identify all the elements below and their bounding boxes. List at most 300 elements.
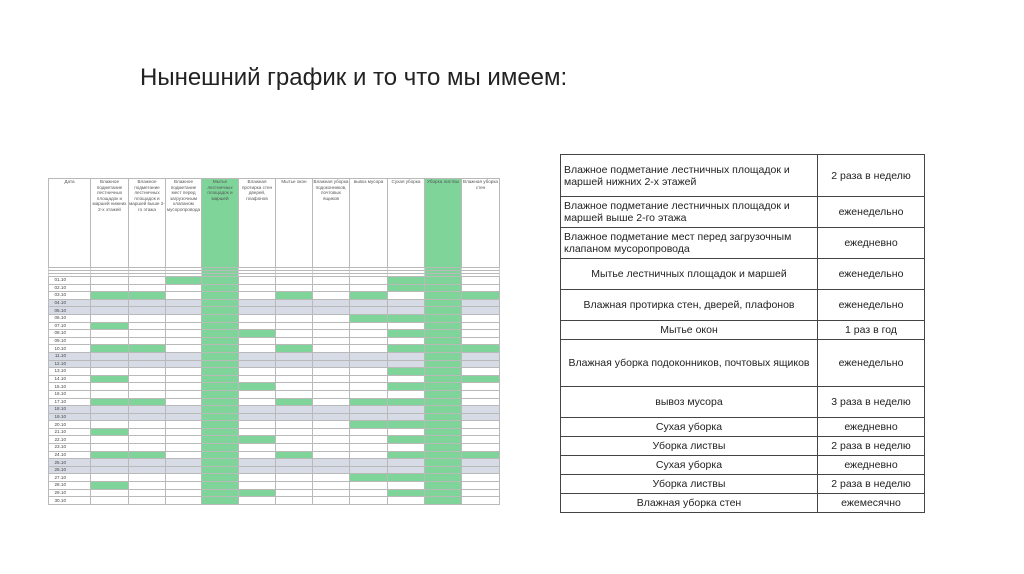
schedule-cell — [276, 314, 313, 322]
schedule-cell — [91, 375, 129, 383]
schedule-cell — [425, 436, 462, 444]
schedule-cell — [202, 314, 239, 322]
schedule-cell — [425, 482, 462, 490]
schedule-cell — [276, 352, 313, 360]
schedule-cell — [462, 497, 500, 505]
schedule-cell — [425, 474, 462, 482]
schedule-cell — [425, 314, 462, 322]
frequency-row — [561, 475, 925, 494]
schedule-cell — [276, 406, 313, 414]
schedule-cell — [276, 330, 313, 338]
schedule-cell — [388, 421, 425, 429]
schedule-cell — [313, 337, 350, 345]
schedule-cell — [91, 459, 129, 467]
schedule-cell — [239, 383, 276, 391]
schedule-cell — [166, 428, 202, 436]
schedule-cell — [276, 413, 313, 421]
schedule-cell — [202, 459, 239, 467]
schedule-row — [49, 292, 500, 300]
schedule-cell — [462, 368, 500, 376]
schedule-cell — [276, 436, 313, 444]
schedule-cell — [425, 413, 462, 421]
schedule-cell — [350, 444, 388, 452]
schedule-cell — [313, 466, 350, 474]
schedule-grid — [48, 178, 500, 503]
schedule-cell — [388, 307, 425, 315]
schedule-cell — [166, 322, 202, 330]
frequency-task-cell: Влажное подметание лестничных площадок и маршей выше 2-го этажа — [561, 197, 818, 228]
schedule-cell — [202, 337, 239, 345]
schedule-cell — [166, 413, 202, 421]
frequency-value-cell: 2 раза в неделю — [818, 437, 925, 456]
schedule-cell — [276, 299, 313, 307]
schedule-cell — [388, 413, 425, 421]
schedule-cell — [166, 337, 202, 345]
schedule-cell — [425, 307, 462, 315]
schedule-date-cell: 16.10 — [49, 390, 91, 398]
schedule-row — [49, 497, 500, 505]
schedule-cell — [313, 398, 350, 406]
schedule-cell — [239, 314, 276, 322]
schedule-cell — [425, 330, 462, 338]
frequency-task-cell: Уборка листвы — [561, 437, 818, 456]
schedule-cell — [350, 436, 388, 444]
schedule-cell — [166, 497, 202, 505]
schedule-cell — [129, 482, 166, 490]
schedule-cell — [202, 352, 239, 360]
schedule-cell — [425, 406, 462, 414]
schedule-cell — [388, 474, 425, 482]
schedule-date-cell: 13.10 — [49, 368, 91, 376]
frequency-task-cell: Влажная уборка стен — [561, 494, 818, 513]
schedule-cell — [91, 421, 129, 429]
schedule-cell — [313, 383, 350, 391]
schedule-cell — [166, 299, 202, 307]
schedule-cell — [425, 428, 462, 436]
schedule-cell — [239, 337, 276, 345]
schedule-row — [49, 421, 500, 429]
schedule-cell — [425, 277, 462, 285]
schedule-row — [49, 375, 500, 383]
schedule-cell — [313, 330, 350, 338]
schedule-cell — [202, 428, 239, 436]
schedule-cell — [350, 497, 388, 505]
schedule-cell — [129, 352, 166, 360]
schedule-cell — [239, 474, 276, 482]
frequency-row — [561, 290, 925, 321]
schedule-cell — [388, 398, 425, 406]
schedule-cell — [91, 307, 129, 315]
schedule-cell — [202, 330, 239, 338]
schedule-cell — [239, 428, 276, 436]
schedule-cell — [313, 406, 350, 414]
schedule-row — [49, 390, 500, 398]
schedule-cell — [129, 436, 166, 444]
schedule-cell — [166, 406, 202, 414]
schedule-row — [49, 360, 500, 368]
frequency-value-cell: 2 раза в неделю — [818, 475, 925, 494]
schedule-cell — [202, 497, 239, 505]
schedule-cell — [313, 375, 350, 383]
schedule-header-cell: Влажная уборка подоконников, почтовых ящиков — [313, 179, 350, 268]
schedule-cell — [129, 277, 166, 285]
schedule-cell — [91, 337, 129, 345]
frequency-row — [561, 321, 925, 340]
schedule-header-cell: Уборка листвы — [425, 179, 462, 268]
schedule-cell — [166, 436, 202, 444]
schedule-cell — [313, 428, 350, 436]
schedule-cell — [166, 390, 202, 398]
schedule-date-cell: 18.10 — [49, 406, 91, 414]
schedule-row — [49, 277, 500, 285]
schedule-cell — [350, 314, 388, 322]
schedule-cell — [462, 299, 500, 307]
schedule-cell — [425, 337, 462, 345]
schedule-cell — [91, 345, 129, 353]
schedule-date-cell: 22.10 — [49, 436, 91, 444]
schedule-cell — [388, 390, 425, 398]
schedule-row — [49, 406, 500, 414]
schedule-date-cell: 29.10 — [49, 489, 91, 497]
schedule-cell — [388, 330, 425, 338]
schedule-cell — [239, 299, 276, 307]
schedule-cell — [239, 421, 276, 429]
schedule-cell — [462, 413, 500, 421]
schedule-cell — [350, 383, 388, 391]
schedule-cell — [425, 497, 462, 505]
schedule-cell — [462, 482, 500, 490]
schedule-cell — [91, 406, 129, 414]
schedule-cell — [350, 489, 388, 497]
schedule-cell — [462, 444, 500, 452]
schedule-date-cell: 30.10 — [49, 497, 91, 505]
schedule-cell — [91, 474, 129, 482]
frequency-task-cell: Сухая уборка — [561, 456, 818, 475]
schedule-cell — [202, 375, 239, 383]
schedule-cell — [313, 314, 350, 322]
schedule-cell — [129, 390, 166, 398]
schedule-cell — [425, 466, 462, 474]
schedule-cell — [313, 322, 350, 330]
schedule-cell — [276, 466, 313, 474]
schedule-cell — [388, 322, 425, 330]
schedule-cell — [239, 292, 276, 300]
schedule-cell — [166, 284, 202, 292]
schedule-cell — [202, 444, 239, 452]
schedule-cell — [91, 413, 129, 421]
frequency-row — [561, 340, 925, 387]
schedule-cell — [166, 330, 202, 338]
schedule-cell — [350, 322, 388, 330]
schedule-cell — [276, 451, 313, 459]
schedule-header-cell: Мытье лестничных площадок и маршей — [202, 179, 239, 268]
schedule-cell — [313, 451, 350, 459]
frequency-value-cell: еженедельно — [818, 340, 925, 387]
schedule-cell — [166, 482, 202, 490]
schedule-cell — [276, 383, 313, 391]
schedule-cell — [388, 299, 425, 307]
schedule-cell — [388, 352, 425, 360]
schedule-cell — [462, 451, 500, 459]
schedule-cell — [462, 284, 500, 292]
schedule-date-cell: 25.10 — [49, 459, 91, 467]
schedule-cell — [166, 398, 202, 406]
schedule-cell — [91, 489, 129, 497]
frequency-value-cell: ежедневно — [818, 456, 925, 475]
schedule-cell — [239, 390, 276, 398]
frequency-task-cell: Уборка листвы — [561, 475, 818, 494]
schedule-cell — [276, 292, 313, 300]
schedule-cell — [202, 299, 239, 307]
schedule-cell — [166, 383, 202, 391]
schedule-cell — [202, 307, 239, 315]
schedule-row — [49, 489, 500, 497]
schedule-cell — [276, 482, 313, 490]
schedule-cell — [91, 368, 129, 376]
schedule-cell — [388, 360, 425, 368]
schedule-cell — [388, 497, 425, 505]
schedule-cell — [388, 375, 425, 383]
schedule-row — [49, 307, 500, 315]
schedule-cell — [350, 292, 388, 300]
schedule-cell — [129, 360, 166, 368]
schedule-cell — [276, 428, 313, 436]
schedule-cell — [388, 406, 425, 414]
schedule-cell — [129, 444, 166, 452]
schedule-cell — [350, 345, 388, 353]
schedule-cell — [91, 284, 129, 292]
schedule-cell — [239, 322, 276, 330]
slide-title: Нынешний график и то что мы имеем: — [140, 64, 568, 91]
schedule-cell — [129, 406, 166, 414]
schedule-cell — [239, 459, 276, 467]
schedule-cell — [350, 398, 388, 406]
schedule-cell — [276, 345, 313, 353]
schedule-row — [49, 322, 500, 330]
frequency-value-cell: еженедельно — [818, 259, 925, 290]
frequency-row — [561, 197, 925, 228]
schedule-cell — [166, 375, 202, 383]
schedule-row — [49, 474, 500, 482]
schedule-row — [49, 330, 500, 338]
schedule-cell — [129, 299, 166, 307]
schedule-cell — [202, 406, 239, 414]
frequency-task-cell: Влажная уборка подоконников, почтовых ящиков — [561, 340, 818, 387]
schedule-cell — [129, 314, 166, 322]
schedule-cell — [129, 375, 166, 383]
schedule-cell — [313, 436, 350, 444]
schedule-cell — [202, 383, 239, 391]
schedule-header-cell: Мытье окон — [276, 179, 313, 268]
schedule-cell — [350, 413, 388, 421]
schedule-cell — [91, 497, 129, 505]
frequency-row — [561, 155, 925, 197]
schedule-date-cell: 08.10 — [49, 330, 91, 338]
schedule-cell — [239, 436, 276, 444]
schedule-cell — [276, 307, 313, 315]
schedule-cell — [350, 421, 388, 429]
schedule-header-cell: Влажное подметание мест перед загрузочным клапаном мусоропровода — [166, 179, 202, 268]
schedule-header-cell: Дата — [49, 179, 91, 268]
schedule-cell — [388, 284, 425, 292]
schedule-cell — [166, 444, 202, 452]
schedule-cell — [388, 314, 425, 322]
schedule-cell — [202, 390, 239, 398]
schedule-cell — [462, 352, 500, 360]
schedule-date-cell: 15.10 — [49, 383, 91, 391]
schedule-date-cell: 11.10 — [49, 352, 91, 360]
schedule-cell — [313, 352, 350, 360]
schedule-row — [49, 428, 500, 436]
schedule-row — [49, 337, 500, 345]
schedule-row — [49, 459, 500, 467]
schedule-cell — [239, 352, 276, 360]
schedule-row — [49, 466, 500, 474]
schedule-date-cell: 12.10 — [49, 360, 91, 368]
schedule-cell — [276, 421, 313, 429]
schedule-cell — [276, 474, 313, 482]
schedule-cell — [276, 277, 313, 285]
schedule-cell — [202, 292, 239, 300]
schedule-cell — [91, 299, 129, 307]
schedule-cell — [462, 337, 500, 345]
schedule-cell — [350, 428, 388, 436]
schedule-cell — [166, 466, 202, 474]
schedule-cell — [388, 383, 425, 391]
schedule-cell — [425, 451, 462, 459]
frequency-value-cell: еженедельно — [818, 290, 925, 321]
schedule-cell — [388, 459, 425, 467]
schedule-cell — [276, 398, 313, 406]
schedule-cell — [425, 352, 462, 360]
schedule-row — [49, 345, 500, 353]
schedule-cell — [350, 352, 388, 360]
schedule-row — [49, 352, 500, 360]
schedule-cell — [462, 330, 500, 338]
schedule-date-cell: 01.10 — [49, 277, 91, 285]
schedule-cell — [91, 444, 129, 452]
schedule-cell — [129, 383, 166, 391]
frequency-row — [561, 494, 925, 513]
schedule-cell — [166, 474, 202, 482]
schedule-cell — [129, 322, 166, 330]
schedule-cell — [388, 277, 425, 285]
schedule-cell — [462, 307, 500, 315]
schedule-cell — [276, 459, 313, 467]
schedule-cell — [129, 368, 166, 376]
schedule-cell — [425, 390, 462, 398]
schedule-cell — [350, 390, 388, 398]
frequency-row — [561, 259, 925, 290]
schedule-cell — [462, 345, 500, 353]
schedule-cell — [239, 360, 276, 368]
schedule-cell — [166, 459, 202, 467]
schedule-row — [49, 314, 500, 322]
schedule-cell — [425, 345, 462, 353]
schedule-cell — [166, 345, 202, 353]
schedule-cell — [313, 345, 350, 353]
schedule-cell — [462, 459, 500, 467]
frequency-task-cell: Мытье окон — [561, 321, 818, 340]
schedule-cell — [91, 398, 129, 406]
schedule-cell — [350, 368, 388, 376]
schedule-cell — [166, 421, 202, 429]
schedule-cell — [129, 337, 166, 345]
schedule-row — [49, 413, 500, 421]
frequency-row — [561, 418, 925, 437]
schedule-cell — [276, 284, 313, 292]
schedule-cell — [462, 421, 500, 429]
schedule-cell — [202, 489, 239, 497]
schedule-cell — [129, 284, 166, 292]
schedule-cell — [239, 482, 276, 490]
schedule-cell — [91, 466, 129, 474]
schedule-cell — [239, 444, 276, 452]
schedule-cell — [276, 497, 313, 505]
schedule-cell — [388, 368, 425, 376]
schedule-cell — [388, 428, 425, 436]
schedule-cell — [239, 406, 276, 414]
schedule-date-cell: 06.10 — [49, 314, 91, 322]
schedule-cell — [276, 322, 313, 330]
schedule-cell — [462, 406, 500, 414]
schedule-cell — [129, 466, 166, 474]
schedule-cell — [91, 428, 129, 436]
schedule-row — [49, 398, 500, 406]
schedule-cell — [462, 322, 500, 330]
schedule-cell — [462, 428, 500, 436]
schedule-cell — [313, 360, 350, 368]
schedule-cell — [91, 451, 129, 459]
frequency-value-cell: 2 раза в неделю — [818, 155, 925, 197]
schedule-cell — [276, 360, 313, 368]
frequency-table-wrap — [560, 154, 923, 509]
schedule-cell — [129, 345, 166, 353]
schedule-cell — [462, 314, 500, 322]
schedule-date-cell: 27.10 — [49, 474, 91, 482]
schedule-cell — [313, 413, 350, 421]
schedule-cell — [239, 466, 276, 474]
schedule-cell — [91, 292, 129, 300]
schedule-cell — [166, 451, 202, 459]
schedule-cell — [425, 459, 462, 467]
schedule-date-cell: 03.10 — [49, 292, 91, 300]
schedule-cell — [388, 292, 425, 300]
schedule-cell — [166, 314, 202, 322]
schedule-cell — [350, 330, 388, 338]
schedule-cell — [202, 413, 239, 421]
frequency-task-cell: Мытье лестничных площадок и маршей — [561, 259, 818, 290]
schedule-cell — [239, 375, 276, 383]
schedule-cell — [462, 474, 500, 482]
schedule-cell — [276, 390, 313, 398]
frequency-value-cell: ежедневно — [818, 418, 925, 437]
schedule-row — [49, 368, 500, 376]
schedule-cell — [462, 436, 500, 444]
schedule-row — [49, 482, 500, 490]
schedule-cell — [239, 307, 276, 315]
frequency-value-cell: 1 раз в год — [818, 321, 925, 340]
schedule-cell — [313, 474, 350, 482]
schedule-header-cell: Влажное подметание лестничных площадок и маршей нижних 2-х этажей — [91, 179, 129, 268]
schedule-header-cell: Влажное подметание лестничных площадок и маршей выше 2-го этажа — [129, 179, 166, 268]
schedule-cell — [276, 337, 313, 345]
schedule-cell — [202, 421, 239, 429]
schedule-cell — [462, 466, 500, 474]
frequency-task-cell: Сухая уборка — [561, 418, 818, 437]
schedule-cell — [239, 277, 276, 285]
schedule-cell — [313, 390, 350, 398]
